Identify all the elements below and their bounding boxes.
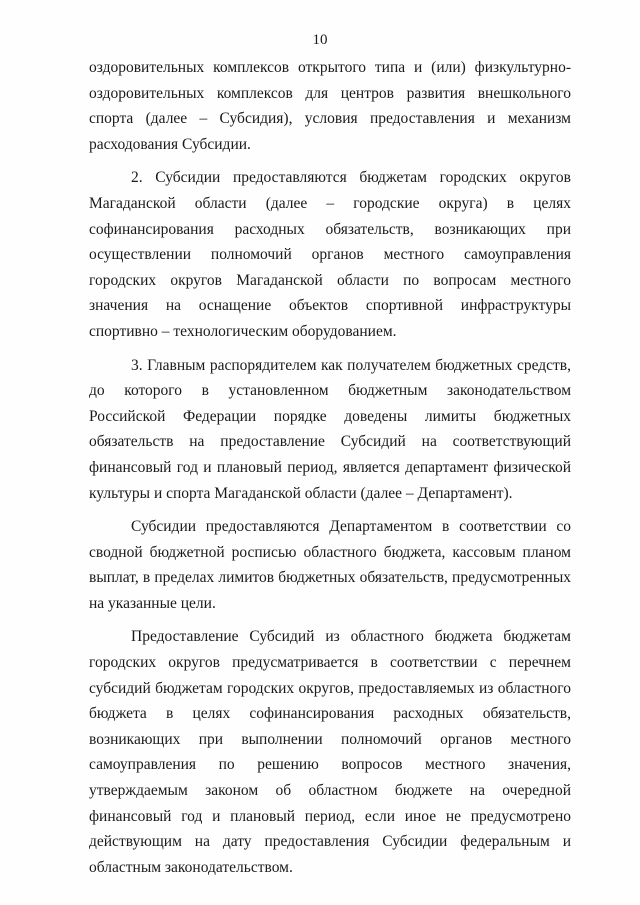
paragraph-2: 2. Субсидии предоставляются бюджетам городских округов Магаданской области (далее – городские округа) в целях софинансирования расходных обязательств, возникающих при осуществлении полномочий органов местного самоуправления городских округов Магаданской области по вопросам местного значения на оснащение объектов спортивной инфраструктуры спортивно – технологическим оборудованием. [89,169,571,340]
paragraph-5: Предоставление Субсидий из областного бюджета бюджетам городских округов предусматривается в соответствии с перечнем субсидий бюджетам городских округов, предоставляемых из областного бюджета в целях софинансирования расходных обязательств, возникающих при выполнении полномочий органов местного самоуправления по решению вопросов местного значения, утверждаемым законом об областном бюджете на очередной финансовый год и плановый период, если иное не предусмотрено действующим на дату предоставления Субсидии федеральным и областным законодательством. [89,628,571,876]
document-body [89,55,571,880]
paragraph-3: 3. Главным распорядителем как получателем бюджетных средств, до которого в установленном бюджетным законодательством Российской Федерации порядке доведены лимиты бюджетных обязательств на предоставление Субсидий на соответствующий финансовый год и плановый период, является департамент физической культуры и спорта Магаданской области (далее – Департамент). [89,356,571,502]
page-number: 10 [312,32,328,48]
paragraph-1-continuation: оздоровительных комплексов открытого типа и (или) физкультурно-оздоровительных комплексов для центров развития внешкольного спорта (далее – Субсидия), условия предоставления и механизм расходования Субсидии. [89,59,571,153]
paragraph-4: Субсидии предоставляются Департаментом в соответствии со сводной бюджетной росписью областного бюджета, кассовым планом выплат, в пределах лимитов бюджетных обязательств, предусмотренных на указанные цели. [89,518,571,612]
